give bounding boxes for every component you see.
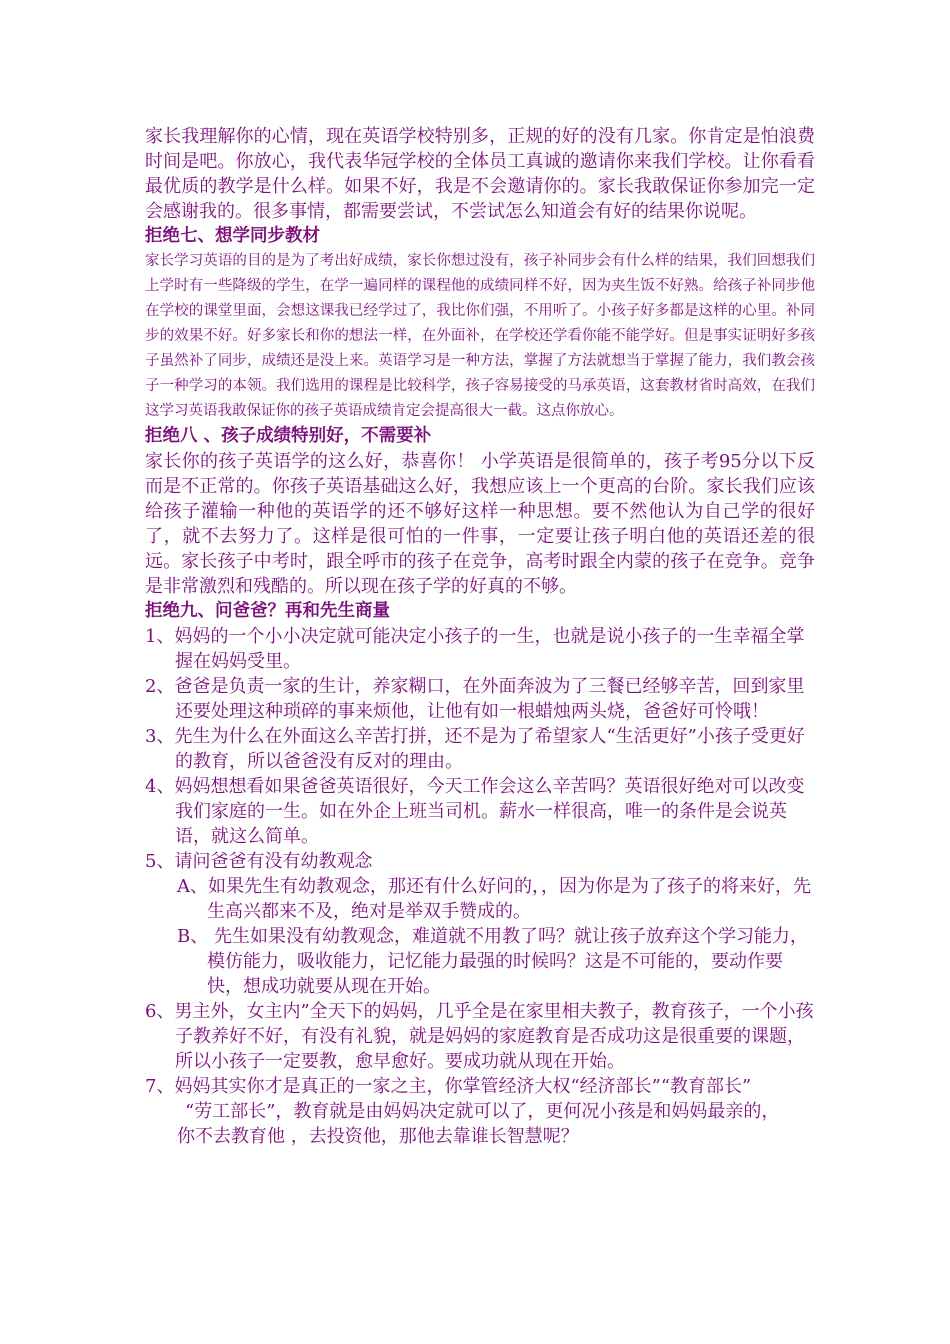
list-item: 4、妈妈想想看如果爸爸英语很好，今天工作会这么辛苦吗？英语很好绝对可以改变我们家庭的一生。如在外企上班当司机。薪水一样很高，唯一的条件是会说英语，就这么简单。	[145, 776, 805, 847]
sub-list-item: A、如果先生有幼教观念，那还有什么好问的，，因为你是为了孩子的将来好，先生高兴都来不及，绝对是举双手赞成的。	[177, 876, 811, 922]
list-item: 3、先生为什么在外面这么辛苦打拼，还不是为了希望家人“生活更好”小孩子受更好的教育，所以爸爸没有反对的理由。	[145, 726, 805, 772]
section-7-body: 家长学习英语的目的是为了考出好成绩，家长你想过没有，孩子补同步会有什么样的结果，我们回想我们上学时有一些降级的学生，在学一遍同样的课程他的成绩同样不好，因为夹生饭不好熟。给孩子补同步他在学校的课堂里面，会想这课我已经学过了，我比你们强，不用听了。小孩子好多都是这样的心里。补同步的效果不好。好多家长和你的想法一样，在外面补，在学校还学看你能不能学好。但是事实证明好多孩子虽然补了同步，成绩还是没上来。英语学习是一种方法，掌握了方法就想当于掌握了能力，我们教会孩子一种学习的本领。我们选用的课程是比较科学，孩子容易接受的马承英语，这套教材省时高效，在我们这学习英语我敢保证你的孩子英语成绩肯定会提高很大一截。这点你放心。	[145, 253, 815, 419]
list-item-7: 7、妈妈其实你才是真正的一家之主，你掌管经济大权“经济部长”“教育部长”	[145, 1076, 752, 1097]
intro-paragraph: 家长我理解你的心情，现在英语学校特别多，正规的好的没有几家。你肯定是怕浪费时间是吧。你放心，我代表华冠学校的全体员工真诚的邀请你来我们学校。让你看看最优质的教学是什么样。如果不好，我是不会邀请你的。家长我敢保证你参加完一定会感谢我的。很多事情，都需要尝试，不尝试怎么知道会有好的结果你说呢。	[145, 126, 815, 222]
list-item: 1、妈妈的一个小小决定就可能决定小孩子的一生，也就是说小孩子的一生幸福全掌握在妈妈受里。	[145, 626, 805, 672]
list-item: 6、男主外，女主内”全天下的妈妈，几乎全是在家里相夫教子，教育孩子，一个小孩子教养好不好，有没有礼貌，就是妈妈的家庭教育是否成功这是很重要的课题，所以小孩子一定要教，愈早愈好。要成功就从现在开始。	[145, 1001, 814, 1072]
section-8-heading: 拒绝八 、孩子成绩特别好，不需要补	[145, 426, 432, 446]
document-page	[145, 124, 815, 1149]
list-item-7-line-a: “劳工部长”，教育就是由妈妈决定就可以了，更何况小孩是和妈妈最亲的，	[185, 1101, 780, 1122]
list-item: 2、爸爸是负责一家的生计，养家糊口，在外面奔波为了三餐已经够辛苦，回到家里还要处理这种琐碎的事来烦他，让他有如一根蜡烛两头烧，爸爸好可怜哦！	[145, 676, 805, 722]
list-item-7-continuation	[145, 1099, 815, 1149]
list-item-7-line-b: 你不去教育他 ，去投资他，那他去靠谁长智慧呢？	[177, 1126, 579, 1147]
list-item: 5、请问爸爸有没有幼教观念	[145, 851, 373, 872]
section-8-body: 家长你的孩子英语学的这么好，恭喜你！ 小学英语是很简单的，孩子考95分以下反而是不正常的。你孩子英语基础这么好，我想应该上一个更高的台阶。家长我们应该给孩子灌输一种他的英语学的还不够好这样一种思想。要不然他认为自己学的很好了，就不去努力了。这样是很可怕的一件事，一定要让孩子明白他的英语还差的很远。家长孩子中考时，跟全呼市的孩子在竞争，高考时跟全内蒙的孩子在竞争。竞争是非常激烈和残酷的。所以现在孩子学的好真的不够。	[145, 451, 815, 597]
section-9-heading: 拒绝九、问爸爸？再和先生商量	[145, 601, 390, 621]
sub-list-item: B、 先生如果没有幼教观念，难道就不用教了吗？就让孩子放弃这个学习能力，模仿能力，吸收能力，记忆能力最强的时候吗？这是不可能的，要动作要快，想成功就要从现在开始。	[177, 926, 808, 997]
section-7-heading: 拒绝七、想学同步教材	[145, 226, 320, 246]
